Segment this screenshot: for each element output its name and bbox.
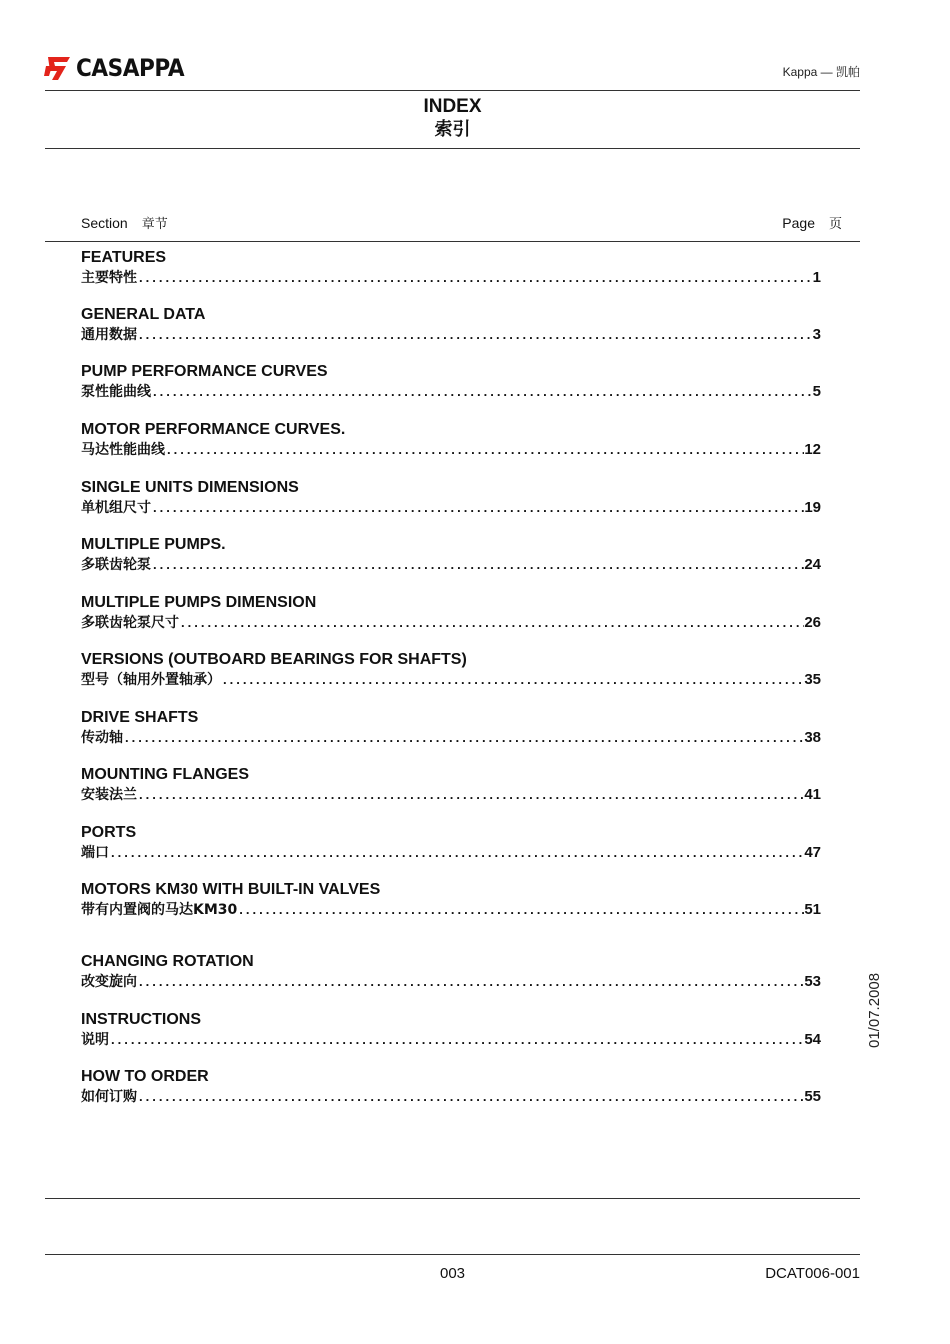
index-entry-features[interactable] [81,248,821,288]
dot-leader [137,268,813,288]
entry-title-en: MOTOR PERFORMANCE CURVES. [81,421,346,438]
title-rule [45,148,860,149]
entry-page-number: 5 [812,383,821,400]
entry-title-cn: 多联齿轮泵 [81,557,151,573]
entry-title-cn: 传动轴 [81,730,123,746]
dot-leader [137,972,804,992]
entry-page-number: 54 [804,1031,821,1048]
document-code: DCAT006-001 [765,1265,860,1282]
entry-title-en: MULTIPLE PUMPS DIMENSION [81,594,317,611]
revision-date: 01/07.2008 [866,972,883,1048]
page-label-en: Page [782,215,815,231]
dot-leader [137,785,804,805]
section-column-header [81,213,168,232]
entry-page-number: 3 [812,326,821,343]
dot-leader [137,1087,804,1107]
entry-title-en: DRIVE SHAFTS [81,709,199,726]
entry-title-en: MOTORS KM30 WITH BUILT-IN VALVES [81,881,381,898]
dot-leader [151,382,813,402]
entry-page-number: 1 [812,269,821,286]
casappa-logo [44,53,196,83]
title-english: INDEX [423,96,482,117]
entry-title-cn: 多联齿轮泵尺寸 [81,615,179,631]
header-rule [45,90,860,91]
index-entry-general-data[interactable] [81,305,821,345]
entry-title-en: PORTS [81,824,137,841]
entry-title-cn: 说明 [81,1032,109,1048]
dot-leader [151,555,804,575]
index-entry-multiple-pumps[interactable] [81,535,821,575]
entry-page-number: 24 [804,556,821,573]
entry-title-cn: 通用数据 [81,327,137,343]
page-column-header [782,213,842,232]
dot-leader [151,498,804,518]
index-entry-motor-performance-curves[interactable] [81,420,821,460]
entry-title-cn: 改变旋向 [81,974,137,990]
entry-title-en: MOUNTING FLANGES [81,766,249,783]
index-entry-motors-km30[interactable] [81,880,821,920]
entry-page-number: 12 [804,441,821,458]
entry-page-number: 19 [804,499,821,516]
dot-leader [179,613,804,633]
entry-title-cn: 马达性能曲线 [81,442,165,458]
entry-title-en: MULTIPLE PUMPS. [81,536,226,553]
entry-title-cn: 单机组尺寸 [81,500,151,516]
entry-page-number: 55 [804,1088,821,1105]
entry-title-en: VERSIONS (OUTBOARD BEARINGS FOR SHAFTS) [81,651,467,668]
entry-title-cn: 主要特性 [81,270,137,286]
product-name: Kappa — 凯帕 [782,65,860,79]
index-entry-multiple-pumps-dimension[interactable] [81,593,821,633]
dot-leader [109,843,804,863]
index-entry-single-units-dimensions[interactable] [81,478,821,518]
entry-title-en: SINGLE UNITS DIMENSIONS [81,479,299,496]
entry-title-cn: 端口 [81,845,109,861]
footer-rule-bottom [45,1254,860,1255]
index-entry-drive-shafts[interactable] [81,708,821,748]
title-chinese: 索引 [434,119,471,140]
entry-title-en: GENERAL DATA [81,306,206,323]
index-entry-how-to-order[interactable] [81,1067,821,1107]
section-label-cn: 章节 [141,217,168,232]
footer-rule-top [45,1198,860,1199]
entry-title-en: HOW TO ORDER [81,1068,209,1085]
index-entry-pump-performance-curves[interactable] [81,362,821,402]
section-label-en: Section [81,215,128,231]
entry-title-cn: 泵性能曲线 [81,384,151,400]
page-title [45,96,860,142]
index-entry-changing-rotation[interactable] [81,952,821,992]
entry-page-number: 41 [804,786,821,803]
dot-leader [237,900,804,920]
entry-title-cn: 如何订购 [81,1089,137,1105]
dot-leader [123,728,804,748]
entry-page-number: 35 [804,671,821,688]
entry-page-number: 53 [804,973,821,990]
index-entry-instructions[interactable] [81,1010,821,1050]
page-label-cn: 页 [828,217,842,232]
entry-page-number: 51 [804,901,821,918]
casappa-mark-icon [44,54,72,82]
entry-title-en: FEATURES [81,249,167,266]
dot-leader [109,1030,804,1050]
dot-leader [221,670,804,690]
columns-rule [45,241,860,242]
entry-title-en: CHANGING ROTATION [81,953,254,970]
index-entry-versions[interactable] [81,650,821,690]
index-entry-mounting-flanges[interactable] [81,765,821,805]
dot-leader [165,440,804,460]
entry-page-number: 26 [804,614,821,631]
dot-leader [137,325,813,345]
entry-page-number: 47 [804,844,821,861]
entry-page-number: 38 [804,729,821,746]
page-number: 003 [439,1265,466,1282]
entry-title-cn: 安装法兰 [81,787,137,803]
index-entry-ports[interactable] [81,823,821,863]
entry-title-en: PUMP PERFORMANCE CURVES [81,363,328,380]
entry-title-cn: 型号（轴用外置轴承） [81,672,221,688]
brand-name: CASAPPA [76,54,185,82]
entry-title-cn: 带有内置阀的马达KM30 [81,902,238,918]
entry-title-en: INSTRUCTIONS [81,1011,201,1028]
